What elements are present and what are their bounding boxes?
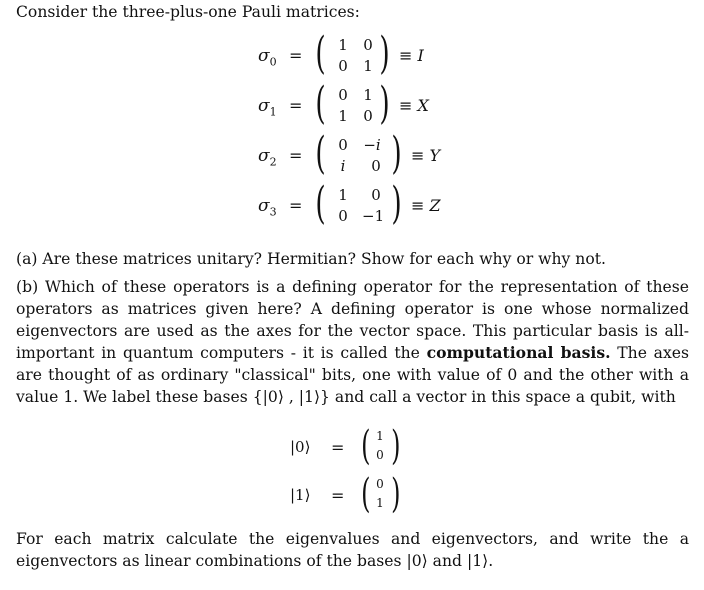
final-instruction: For each matrix calculate the eigenvalues and eigenvectors, and write the a eigenvectors as linear combinations of the bases |0⟩ and |1⟩. — [16, 530, 689, 570]
matrix-cell: 0 — [371, 186, 381, 204]
right-paren: ) — [391, 128, 402, 179]
left-paren: ( — [361, 471, 371, 517]
left-paren: ( — [315, 78, 326, 129]
left-paren: ( — [315, 128, 326, 179]
matrix-cell: 1 — [338, 186, 348, 204]
vector-cell: 0 — [376, 477, 384, 491]
matrix-cell: 0 — [338, 207, 348, 225]
matrix-cell: 1 — [363, 86, 373, 104]
right-paren: ) — [391, 471, 401, 517]
equals-sign: = — [289, 46, 303, 65]
matrix-cell: 0 — [338, 136, 348, 154]
matrix-cell: −1 — [362, 207, 385, 225]
equals-sign: = — [289, 96, 303, 115]
ket-zero-definition — [0, 424, 704, 472]
matrix-cell: 1 — [338, 107, 348, 125]
left-paren: ( — [315, 178, 326, 229]
sigma-symbol: $\sigma_1$ — [258, 96, 277, 119]
intro-text: Consider the three-plus-one Pauli matrices: — [16, 3, 360, 21]
sigma-symbol: $\sigma_0$ — [258, 46, 277, 69]
ket-label: |0⟩ — [290, 438, 311, 456]
equals-sign: = — [289, 196, 303, 215]
left-paren: ( — [315, 28, 326, 79]
right-paren: ) — [391, 178, 402, 229]
pauli-matrix-sigma3 — [0, 178, 704, 230]
pauli-matrix-sigma2 — [0, 128, 704, 180]
matrix-name: ≡ Z — [411, 196, 441, 215]
ket-one-definition — [0, 472, 704, 520]
pauli-matrix-sigma1 — [0, 78, 704, 130]
matrix-cell: 0 — [363, 107, 373, 125]
right-paren: ) — [379, 78, 390, 129]
matrix-cell: 0 — [371, 157, 381, 175]
vector-cell: 1 — [376, 496, 384, 510]
ket-label: |1⟩ — [290, 486, 311, 504]
matrix-cell: i — [340, 157, 346, 175]
matrix-name: ≡ I — [399, 46, 424, 65]
matrix-cell: 0 — [338, 86, 348, 104]
matrix-name: ≡ X — [399, 96, 429, 115]
pauli-matrix-sigma0 — [0, 28, 704, 80]
matrix-cell: 0 — [363, 36, 373, 54]
equals-sign: = — [331, 486, 345, 505]
vector-cell: 0 — [376, 448, 384, 462]
right-paren: ) — [391, 423, 401, 469]
computational-basis-term: computational basis. — [426, 343, 611, 362]
equals-sign: = — [289, 146, 303, 165]
matrix-cell: −i — [363, 136, 381, 154]
sigma-symbol: $\sigma_3$ — [258, 196, 277, 219]
basis-kets — [0, 424, 704, 524]
part-a-question: (a) Are these matrices unitary? Hermitian? Show for each why or why not. — [16, 250, 606, 268]
equals-sign: = — [331, 438, 345, 457]
matrix-cell: 1 — [338, 36, 348, 54]
matrix-name: ≡ Y — [411, 146, 441, 165]
vector-cell: 1 — [376, 429, 384, 443]
matrix-cell: 1 — [363, 57, 373, 75]
sigma-symbol: $\sigma_2$ — [258, 146, 277, 169]
left-paren: ( — [361, 423, 371, 469]
matrix-cell: 0 — [338, 57, 348, 75]
part-b-question: (b) Which of these operators is a defining operator for the representation of these operators as matrices given here? A defining operator is one whose normalized eigenvectors are used as the axes for the vector space. This particular basis is all-important in quantum computers - it is called the computational basis. The axes are thought of as ordinary "classical" bits, one with value of 0 and the other with a value 1. We label these bases {|0⟩ , |1⟩} and call a vector in this space a qubit, with — [16, 278, 689, 406]
right-paren: ) — [379, 28, 390, 79]
